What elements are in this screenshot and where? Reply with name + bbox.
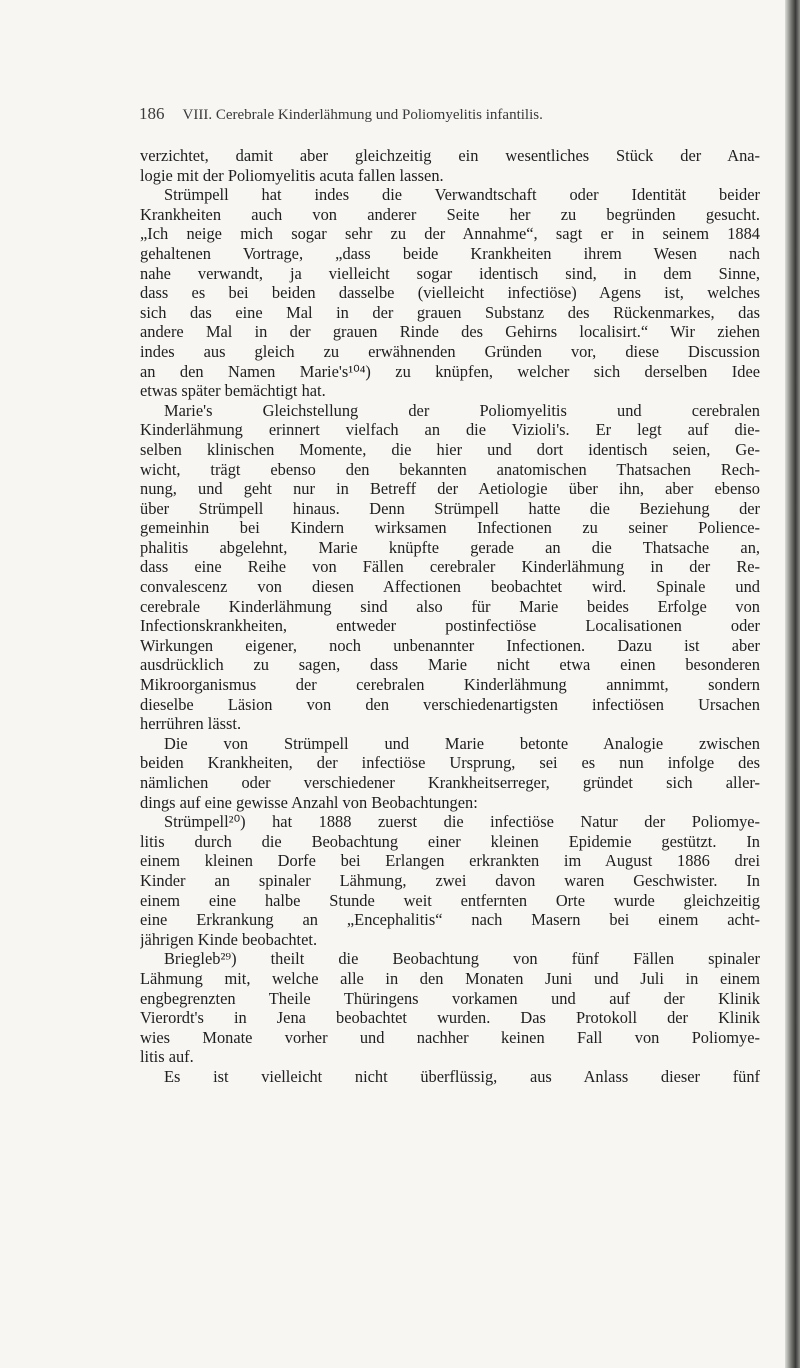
text-line: dings auf eine gewisse Anzahl von Beobachtungen: — [140, 792, 478, 812]
text-line: sich das eine Mal in der grauen Substanz des Rückenmarkes, das — [140, 302, 760, 322]
text-line: einem kleinen Dorfe bei Erlangen erkrankten im August 1886 drei — [140, 851, 760, 871]
text-line: Infectionskrankheiten, entweder postinfectiöse Localisationen oder — [140, 616, 760, 636]
page-edge-shadow — [785, 0, 800, 1368]
text-line: nämlichen oder verschiedener Krankheitserreger, gründet sich aller- — [140, 773, 760, 792]
text-line: dass eine Reihe von Fällen cerebraler Kinderlähmung in der Re- — [140, 557, 760, 577]
text-line: Marie's Gleichstellung der Poliomyelitis und cerebralen — [164, 400, 760, 420]
text-line: indes aus gleich zu erwähnenden Gründen vor, diese Discussion — [140, 341, 760, 361]
text-line: andere Mal in der grauen Rinde des Gehirns localisirt.“ Wir ziehen — [140, 322, 760, 342]
text-line: convalescenz von diesen Affectionen beobachtet wird. Spinale und — [140, 577, 760, 597]
text-line: verzichtet, damit aber gleichzeitig ein wesentliches Stück der Ana- — [140, 146, 760, 165]
text-line: jährigen Kinde beobachtet. — [140, 929, 318, 949]
text-line: phalitis abgelehnt, Marie knüpfte gerade an die Thatsache an, — [140, 537, 760, 557]
running-head — [139, 104, 759, 124]
text-line: Strümpell²⁰) hat 1888 zuerst die infectiöse Natur der Poliomye- — [164, 812, 760, 832]
text-line: nahe verwandt, ja vielleicht sogar identisch sind, in dem Sinne, — [140, 263, 760, 283]
text-line: einem eine halbe Stunde weit entfernten Orte wurde gleichzeitig — [140, 890, 760, 910]
page-number: 186 — [139, 104, 165, 123]
text-line: dass es bei beiden dasselbe (vielleicht infectiöse) Agens ist, welches — [140, 283, 760, 303]
text-line: logie mit der Poliomyelitis acuta fallen lassen. — [140, 165, 444, 185]
text-line: ausdrücklich zu sagen, dass Marie nicht etwa einen besonderen — [140, 655, 760, 675]
text-line: cerebrale Kinderlähmung sind also für Marie beides Erfolge von — [140, 596, 760, 616]
text-line: gemeinhin bei Kindern wirksamen Infectionen zu seiner Polience- — [140, 518, 760, 538]
text-line: Es ist vielleicht nicht überflüssig, aus Anlass dieser fünf — [164, 1066, 760, 1086]
text-line: an den Namen Marie's¹⁰⁴) zu knüpfen, welcher sich derselben Idee — [140, 361, 760, 381]
text-line: litis durch die Beobachtung einer kleinen Epidemie gestützt. In — [140, 831, 760, 851]
text-line: litis auf. — [140, 1047, 194, 1067]
text-line: gehaltenen Vortrage, „dass beide Krankheiten ihrem Wesen nach — [140, 243, 760, 263]
text-line: selben klinischen Momente, die hier und dort identisch seien, Ge- — [140, 439, 760, 459]
text-line: Die von Strümpell und Marie betonte Analogie zwischen — [164, 733, 760, 753]
text-line: wies Monate vorher und nachher keinen Fall von Poliomye- — [140, 1027, 760, 1047]
text-line: etwas später bemächtigt hat. — [140, 381, 326, 401]
text-line: eine Erkrankung an „Encephalitis“ nach Masern bei einem acht- — [140, 910, 760, 930]
text-line: Kinderlähmung erinnert vielfach an die Vizioli's. Er legt auf die- — [140, 420, 760, 440]
text-line: wicht, trägt ebenso den bekannten anatomischen Thatsachen Rech- — [140, 459, 760, 479]
text-line: dieselbe Läsion von den verschiedenartigsten infectiösen Ursachen — [140, 694, 760, 714]
text-line: herrühren lässt. — [140, 714, 242, 734]
body-text — [140, 146, 760, 1087]
text-line: Briegleb²⁹) theilt die Beobachtung von fünf Fällen spinaler — [164, 949, 760, 969]
text-line: Lähmung mit, welche alle in den Monaten Juni und Juli in einem — [140, 968, 760, 988]
text-line: Kinder an spinaler Lähmung, zwei davon waren Geschwister. In — [140, 870, 760, 890]
text-line: engbegrenzten Theile Thüringens vorkamen und auf der Klinik — [140, 988, 760, 1008]
text-line: „Ich neige mich sogar sehr zu der Annahme“, sagt er in seinem 1884 — [140, 224, 760, 244]
text-line: Wirkungen eigener, noch unbenannter Infectionen. Dazu ist aber — [140, 635, 760, 655]
text-line: Mikroorganismus der cerebralen Kinderlähmung annimmt, sondern — [140, 675, 760, 695]
text-line: nung, und geht nur in Betreff der Aetiologie über ihn, aber ebenso — [140, 479, 760, 499]
text-line: Vierordt's in Jena beobachtet wurden. Das Protokoll der Klinik — [140, 1008, 760, 1028]
text-line: Krankheiten auch von anderer Seite her zu begründen gesucht. — [140, 204, 760, 224]
text-line: Strümpell hat indes die Verwandtschaft oder Identität beider — [164, 185, 760, 205]
text-line: beiden Krankheiten, der infectiöse Ursprung, sei es nun infolge des — [140, 753, 760, 773]
running-head-title: VIII. Cerebrale Kinderlähmung und Poliomyelitis infantilis. — [182, 107, 543, 123]
text-line: über Strümpell hinaus. Denn Strümpell hatte die Beziehung der — [140, 498, 760, 518]
